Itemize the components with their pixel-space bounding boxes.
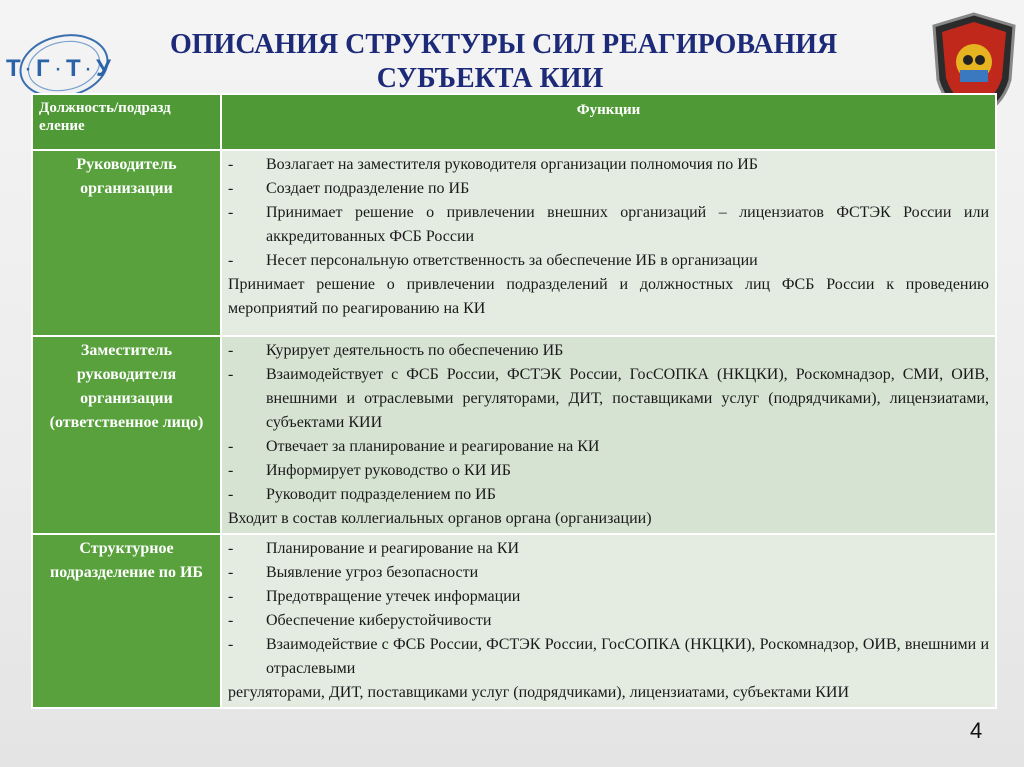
title-line-1: ОПИСАНИЯ СТРУКТУРЫ СИЛ РЕАГИРОВАНИЯ: [170, 29, 838, 60]
list-item: - Предотвращение утечек информации: [228, 588, 521, 605]
list-item: - Возлагает на заместителя руководителя организации полномочия по ИБ: [228, 156, 758, 173]
svg-text:·: ·: [54, 55, 62, 82]
svg-text:·: ·: [84, 55, 92, 82]
page-title: [170, 28, 838, 96]
svg-text:Г: Г: [36, 55, 50, 82]
row-note: Входит в состав коллегиальных органов органа (организации): [228, 510, 652, 527]
functions-cell: [221, 534, 996, 708]
list-item: - Взаимодействует с ФСБ России, ФСТЭК России, ГосСОПКА (НКЦКИ), Роскомнадзор, СМИ, ОИВ, внешними и отраслевыми регуляторами, ДИТ, поставщиками услуг (подрядчиками), лицензиатами, субъектами КИИ: [228, 366, 989, 431]
table-header-row: [32, 94, 996, 150]
list-item: - Взаимодействие с ФСБ России, ФСТЭК России, ГосСОПКА (НКЦКИ), Роскомнадзор, ОИВ, внешними и отраслевыми: [228, 636, 989, 677]
table-row: [32, 336, 996, 534]
svg-text:·: ·: [24, 55, 32, 82]
role-cell: Заместитель руководителя организации (ответственное лицо): [32, 336, 221, 534]
header-functions: Функции: [221, 94, 996, 150]
list-item: - Обеспечение киберустойчивости: [228, 612, 492, 629]
list-item: - Создает подразделение по ИБ: [228, 180, 470, 197]
table-row: [32, 150, 996, 336]
role-cell: Руководитель организации: [32, 150, 221, 336]
row-note: регуляторами, ДИТ, поставщиками услуг (подрядчиками), лицензиатами, субъектами КИИ: [228, 684, 850, 701]
structure-table: [31, 93, 997, 709]
role-cell: Структурное подразделение по ИБ: [32, 534, 221, 708]
table-row: [32, 534, 996, 708]
list-item: - Выявление угроз безопасности: [228, 564, 479, 581]
functions-cell: [221, 150, 996, 336]
header-role: Должность/подразд еление: [32, 94, 221, 150]
list-item: - Принимает решение о привлечении внешних организаций – лицензиатов ФСТЭК России или аккредитованных ФСБ России: [228, 204, 989, 245]
list-item: - Несет персональную ответственность за обеспечение ИБ в организации: [228, 252, 758, 269]
svg-text:Т: Т: [6, 55, 21, 82]
list-item: - Руководит подразделением по ИБ: [228, 486, 496, 503]
list-item: - Курирует деятельность по обеспечению ИБ: [228, 342, 564, 359]
list-item: - Информирует руководство о КИ ИБ: [228, 462, 511, 479]
page-number: 4: [970, 718, 983, 743]
list-item: - Отвечает за планирование и реагирование на КИ: [228, 438, 600, 455]
functions-cell: [221, 336, 996, 534]
svg-text:Т: Т: [66, 55, 81, 82]
title-line-2: СУБЪЕКТА КИИ: [376, 63, 604, 94]
list-item: - Планирование и реагирование на КИ: [228, 540, 520, 557]
row-note: Принимает решение о привлечении подразделений и должностных лиц ФСБ России к проведению мероприятий по реагированию на КИ: [228, 276, 989, 317]
svg-text:У: У: [96, 55, 111, 82]
